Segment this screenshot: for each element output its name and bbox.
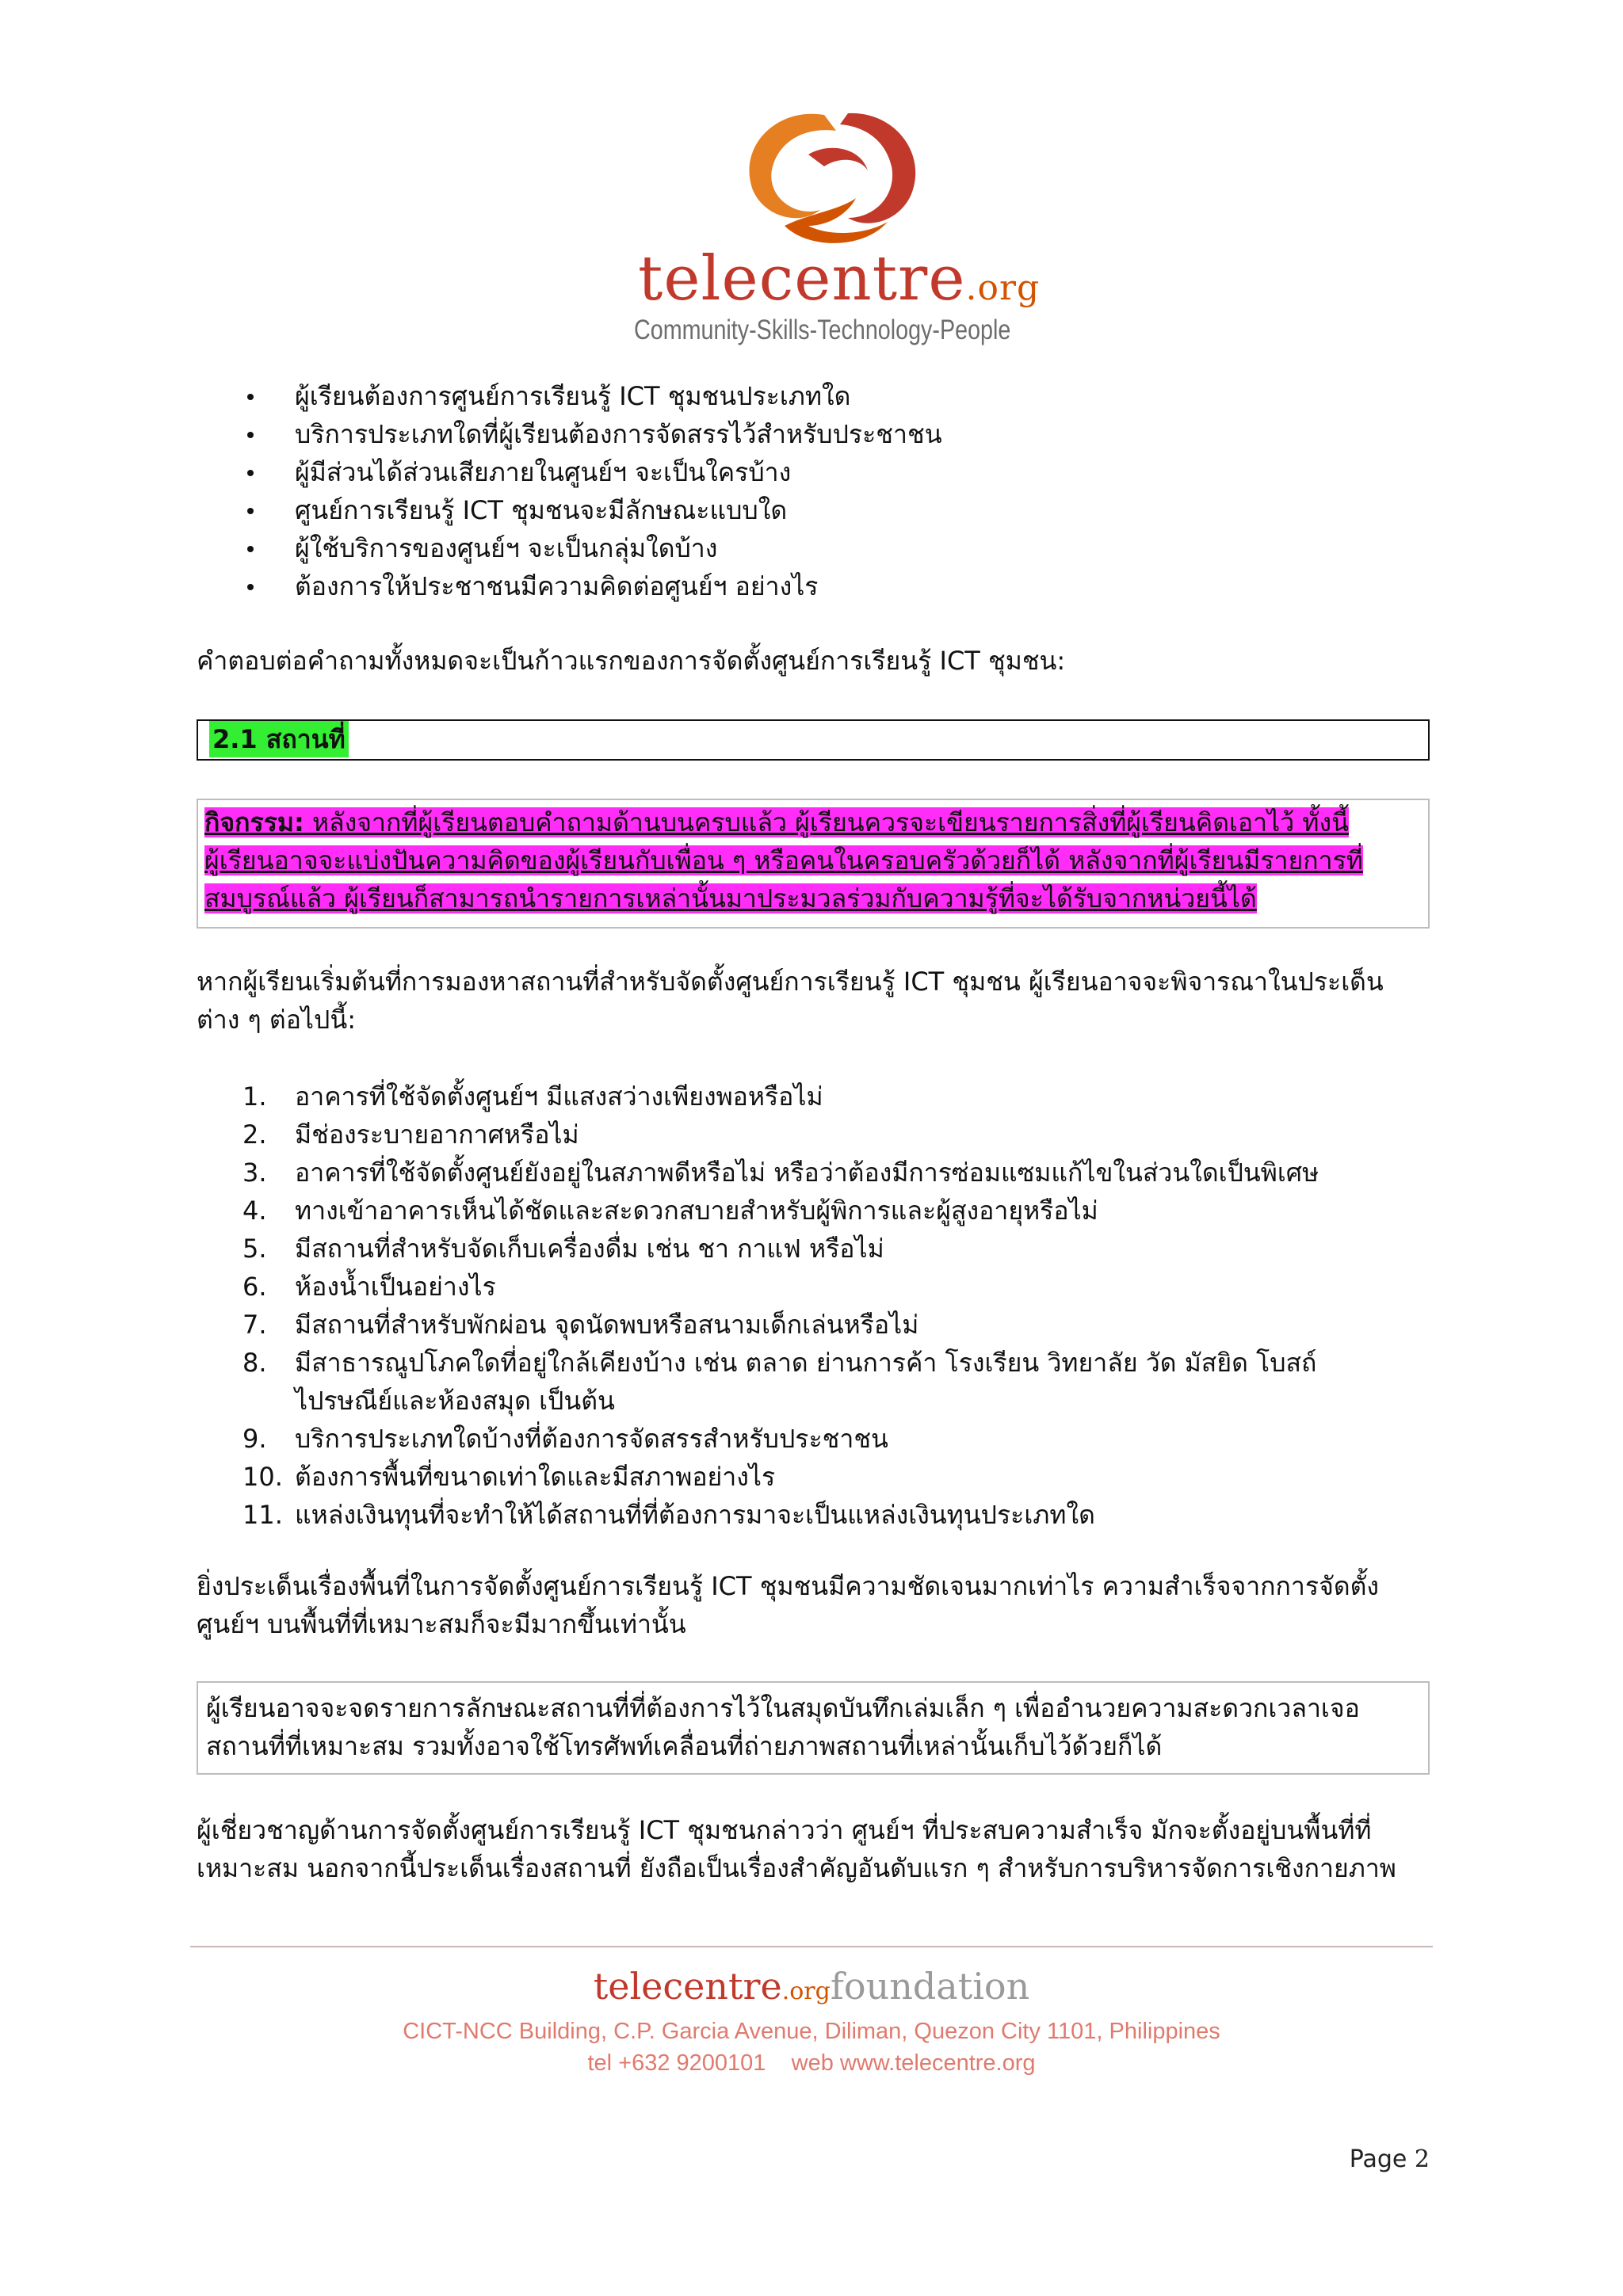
bullet-icon [247,432,254,438]
section-title: 2.1 สถานที่ [209,721,349,757]
logo-org-text: .org [965,268,1041,308]
footer-contact: tel +632 9200101 web www.telecentre.org [587,2050,1036,2076]
list-item: 3. อาคารที่ใช้จัดตั้งศูนย์ยังอยู่ในสภาพดีหรือไม่ หรือว่าต้องมีการซ่อมแซมแก้ไขในส่วนใดเป็นพิเศษ [242,1158,1319,1188]
logo-word-text: telecentre [638,243,966,315]
bullet-icon [247,584,254,590]
list-item: ศูนย์การเรียนรู้ ICT ชุมชนจะมีลักษณะแบบใด [238,491,942,529]
list-item: ต้องการให้ประชาชนมีความคิดต่อศูนย์ฯ อย่างไร [238,567,942,605]
activity-box [197,799,1430,929]
footer-address: CICT-NCC Building, C.P. Garcia Avenue, Diliman, Quezon City 1101, Philippines [403,2019,1220,2044]
list-item: 4. ทางเข้าอาคารเห็นได้ชัดและสะดวกสบายสำหรับผู้พิการและผู้สูงอายุหรือไม่ [242,1196,1098,1226]
list-item: 7. มีสถานที่สำหรับพักผ่อน จุดนัดพบหรือสนามเด็กเล่นหรือไม่ [242,1310,919,1340]
activity-line-1: กิจกรรม: หลังจากที่ผู้เรียนตอบคำถามด้านบนครบแล้ว ผู้เรียนควรจะเขียนรายการสิ่งที่ผู้เรียนคิดเอาไว้ ทั้งนี้ [204,807,1349,837]
list-item: 5. มีสถานที่สำหรับจัดเก็บเครื่องดื่ม เช่น ชา กาแฟ หรือไม่ [242,1234,884,1264]
list-item: 8. มีสาธารณูปโภคใดที่อยู่ใกล้เคียงบ้าง เช่น ตลาด ย่านการค้า โรงเรียน วิทยาลัย วัด มัสยิด โบสถ์ ไปรษณีย์และห้องสมุด เป็นต้น [242,1348,1317,1416]
location-checklist [238,1077,1426,1534]
list-item: 9. บริการประเภทใดบ้างที่ต้องการจัดสรรสำหรับประชาชน [242,1424,888,1454]
footer-logo: telecentre.orgfoundation [593,1965,1030,2008]
bullet-icon [247,394,254,400]
bullet-icon [247,470,254,476]
page-number: Page 2 [1349,2145,1430,2173]
list-item: ผู้เรียนต้องการศูนย์การเรียนรู้ ICT ชุมชนประเภทใด [238,377,942,415]
list-item: 10. ต้องการพื้นที่ขนาดเท่าใดและมีสภาพอย่างไร [242,1462,776,1492]
list-item: 6. ห้องน้ำเป็นอย่างไร [242,1272,496,1302]
activity-line-2: ผู้เรียนอาจจะแบ่งปันความคิดของผู้เรียนกับเพื่อน ๆ หรือคนในครอบครัวด้วยก็ได้ หลังจากที่ผู้เรียนมีรายการที่ [204,845,1363,875]
list-item: ผู้ใช้บริการของศูนย์ฯ จะเป็นกลุ่มใดบ้าง [238,529,942,567]
activity-label: กิจกรรม: [204,807,304,837]
logo-wordmark [638,243,1040,315]
clarity-paragraph: ยิ่งประเด็นเรื่องพื้นที่ในการจัดตั้งศูนย์การเรียนรู้ ICT ชุมชนมีความชัดเจนมากเท่าไร ความสำเร็จจากการจัดตั้ง ศูนย์ฯ บนพื้นที่ที่เหมาะสมก็จะมีมากขึ้นเท่านั้น [197,1571,1379,1639]
footer-divider [190,1946,1433,1947]
intro-paragraph: คำตอบต่อคำถามทั้งหมดจะเป็นก้าวแรกของการจัดตั้งศูนย์การเรียนรู้ ICT ชุมชน: [197,646,1066,676]
list-item: 2. มีช่องระบายอากาศหรือไม่ [242,1119,579,1150]
bullet-icon [247,546,254,552]
activity-line-3: สมบูรณ์แล้ว ผู้เรียนก็สามารถนำรายการเหล่านั้นมาประมวลร่วมกับความรู้ที่จะได้รับจากหน่วยนี้ได้ [204,883,1257,913]
location-intro-paragraph: หากผู้เรียนเริ่มต้นที่การมองหาสถานที่สำหรับจัดตั้งศูนย์การเรียนรู้ ICT ชุมชน ผู้เรียนอาจจะพิจารณาในประเด็น ต่าง ๆ ต่อไปนี้: [197,967,1384,1035]
question-bullet-list [238,377,942,605]
list-item: บริการประเภทใดที่ผู้เรียนต้องการจัดสรรไว้สำหรับประชาชน [238,415,942,453]
expert-paragraph: ผู้เชี่ยวชาญด้านการจัดตั้งศูนย์การเรียนรู้ ICT ชุมชนกล่าวว่า ศูนย์ฯ ที่ประสบความสำเร็จ มักจะตั้งอยู่บนพื้นที่ที่ เหมาะสม นอกจากนี้ประเด็นเรื่องสถานที่ ยังถือเป็นเรื่องสำคัญอันดับแรก ๆ สำหรับการบริหารจัดการเชิงกายภาพ [197,1815,1396,1883]
telecentre-logo [626,99,1041,360]
section-heading-box [197,719,1430,761]
list-item: ผู้มีส่วนได้ส่วนเสียภายในศูนย์ฯ จะเป็นใครบ้าง [238,453,942,491]
list-item: 1. อาคารที่ใช้จัดตั้งศูนย์ฯ มีแสงสว่างเพียงพอหรือไม่ [242,1081,823,1112]
activity-text [204,803,1425,917]
list-item: 11. แหล่งเงินทุนที่จะทำให้ได้สถานที่ที่ต้องการมาจะเป็นแหล่งเงินทุนประเภทใด [242,1500,1095,1530]
logo-tagline: Community-Skills-Technology-People [634,315,1011,345]
bullet-icon [247,508,254,514]
swirl-logo-icon [689,99,959,250]
tip-box [197,1681,1430,1775]
tip-text: ผู้เรียนอาจจะจดรายการลักษณะสถานที่ที่ต้องการไว้ในสมุดบันทึกเล่มเล็ก ๆ เพื่ออำนวยความสะดวกเวลาเจอ สถานที่ที่เหมาะสม รวมทั้งอาจใช้โทรศัพท์เคลื่อนที่ถ่ายภาพสถานที่เหล่านั้นเก็บไว้ด้วยก็ได้ [206,1693,1360,1761]
